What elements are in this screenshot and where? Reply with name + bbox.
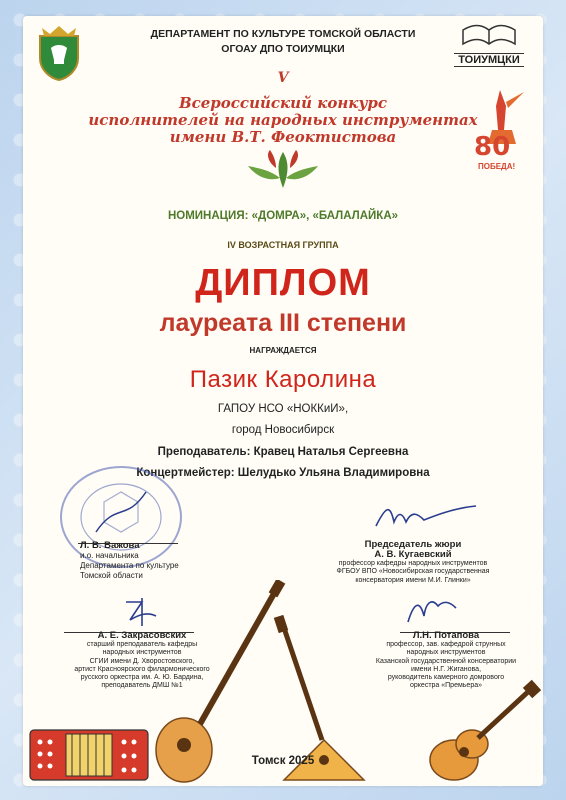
logo-text: ТОИУМЦКИ bbox=[454, 53, 524, 67]
department-header: ДЕПАРТАМЕНТ ПО КУЛЬТУРЕ ТОМСКОЙ ОБЛАСТИ bbox=[150, 28, 416, 40]
domra-icon bbox=[156, 580, 285, 782]
organization-header: ОГОАУ ДПО ТОИУМЦКИ bbox=[221, 43, 345, 55]
signer-title-left2-3: СГИИ имени Д. Хворостовского, bbox=[89, 657, 195, 665]
signer-title-right2-2: народных инструментов bbox=[406, 649, 486, 657]
signer-title-left2-4: артист Красноярского филармонического bbox=[74, 665, 210, 673]
signer-title-left1-1: и.о. начальника bbox=[80, 551, 139, 560]
signer-title-right2-4: имени Н.Г. Жиганова, bbox=[410, 665, 482, 673]
nomination: НОМИНАЦИЯ: «ДОМРА», «БАЛАЛАЙКА» bbox=[167, 210, 399, 222]
victory-80-emblem bbox=[472, 88, 532, 178]
signer-title-left2-1: старший преподаватель кафедры bbox=[86, 641, 198, 648]
signer-title-right1-3: консерватория имени М.И. Глинки» bbox=[355, 576, 471, 584]
age-group: IV ВОЗРАСТНАЯ ГРУППА bbox=[227, 240, 339, 250]
signer-title-right2-3: Казанской государственной консерватории bbox=[375, 657, 517, 665]
signer-name-left2: А. Е. Закрасовских bbox=[97, 630, 187, 641]
ornament-icon bbox=[240, 148, 326, 192]
footer-place-year: Томск 2025 bbox=[251, 755, 315, 767]
signer-title-right2-6: оркестра «Премьера» bbox=[410, 682, 482, 690]
city: город Новосибирск bbox=[231, 424, 335, 436]
signer-name-right2: Л.Н. Потапова bbox=[412, 630, 480, 641]
laureate-degree: лауреата III степени bbox=[159, 309, 407, 337]
contest-number: V bbox=[277, 70, 289, 86]
winner-name: Пазик Каролина bbox=[189, 366, 377, 393]
toiumtski-logo bbox=[448, 22, 530, 66]
institution: ГАПОУ НСО «НОККиИ», bbox=[217, 403, 349, 415]
signer-title-left1-3: Томской области bbox=[80, 571, 143, 580]
victory-number: 80 bbox=[474, 132, 511, 162]
signer-title-left2-5: русского оркестра им. А. Ю. Бардина, bbox=[80, 674, 204, 682]
diploma-title: ДИПЛОМ bbox=[195, 262, 371, 304]
signer-title-right1-2: ФГБОУ ВПО «Новосибирская государственная bbox=[336, 568, 490, 576]
awarded-label: НАГРАЖДАЕТСЯ bbox=[249, 346, 317, 355]
signer-name-right1: А. В. Кугаевский bbox=[374, 549, 452, 560]
signer-title-left1-2: Департамента по культуре bbox=[80, 561, 179, 570]
signer-title-left2-2: народных инструментов bbox=[102, 649, 182, 657]
teacher: Преподаватель: Кравец Наталья Сергеевна bbox=[157, 446, 409, 458]
book-logo-icon bbox=[459, 22, 519, 48]
signer-title-right1-1: профессор кафедры народных инструментов bbox=[338, 560, 488, 567]
signer-title-left2-6: преподаватель ДМШ №1 bbox=[101, 682, 183, 690]
signer-name-left1: Л. В. Важова bbox=[80, 540, 140, 551]
contest-line1: Всероссийский конкурс bbox=[178, 94, 388, 112]
signer-title-right2-1: профессор, зав. кафедрой струнных bbox=[386, 641, 506, 648]
contest-line2: исполнителей на народных инструментах bbox=[88, 111, 478, 129]
accompanist: Концертмейстер: Шелудько Ульяна Владимировна bbox=[136, 467, 430, 479]
victory-text: ПОБЕДА! bbox=[478, 162, 516, 171]
chairman-role: Председатель жюри bbox=[364, 539, 462, 550]
chairman-signature-icon bbox=[372, 500, 482, 534]
signature-left1 bbox=[80, 541, 230, 581]
signer-title-right2-5: руководитель камерного домрового bbox=[387, 674, 505, 682]
contest-line3: имени В.Т. Феоктистова bbox=[169, 128, 397, 146]
signature-right1 bbox=[318, 540, 508, 585]
